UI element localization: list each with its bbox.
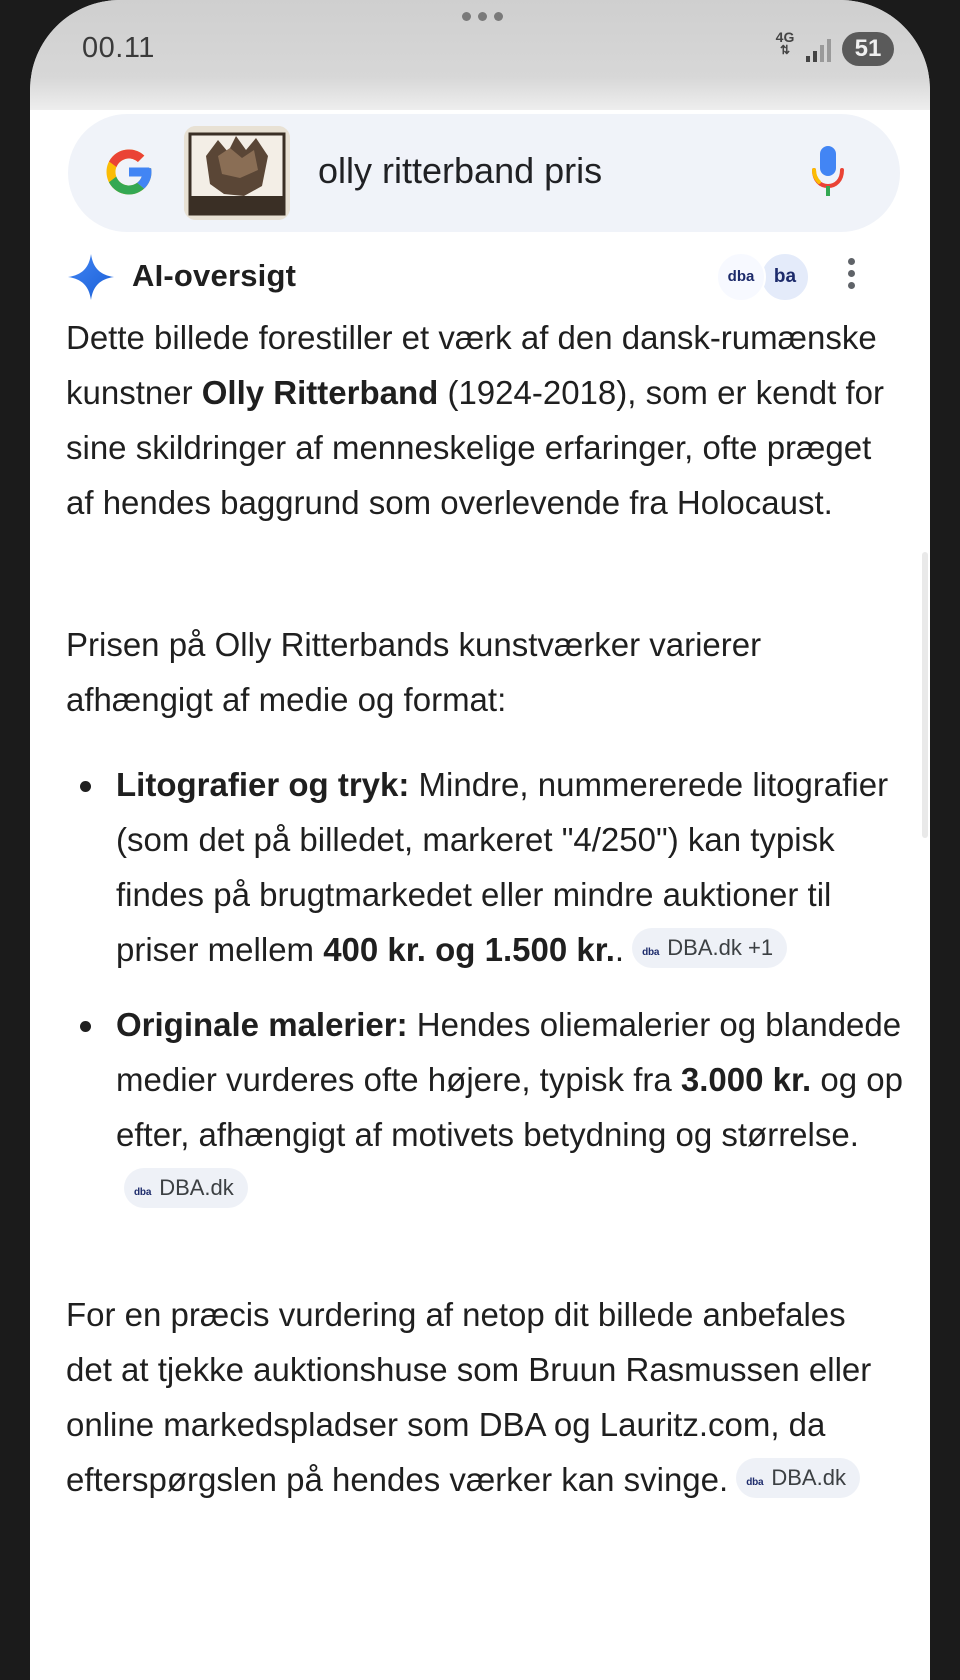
battery-indicator: 51 bbox=[842, 32, 894, 66]
intro-text: Dette billede forestiller et værk af den dansk-rumænske kunstner bbox=[66, 319, 877, 411]
dba-icon: dba bbox=[642, 947, 660, 959]
source-chip[interactable] bbox=[736, 1458, 860, 1498]
ai-overview-header bbox=[66, 252, 906, 312]
network-type: 4G bbox=[775, 29, 795, 45]
google-logo-icon[interactable] bbox=[102, 144, 156, 200]
price-intro-paragraph: Prisen på Olly Ritterbands kunstværker varierer afhængigt af medie og format: bbox=[66, 626, 762, 718]
more-vert-icon[interactable] bbox=[846, 258, 858, 298]
bullet-text: Mindre, nummererede litografier (som det på billedet, markeret "4/250") kan typisk findes på brugtmarkedet eller mindre auktioner til priser mellem bbox=[116, 766, 889, 968]
search-query[interactable]: olly ritterband pris bbox=[318, 150, 603, 191]
source-chip[interactable] bbox=[632, 928, 787, 968]
microphone-icon[interactable] bbox=[808, 142, 848, 202]
multi-window-handle[interactable] bbox=[462, 12, 508, 24]
intro-text-end: (1924-2018), som er kendt for sine skildringer af menneskelige erfaringer, ofte præget af hendes baggrund som overlevende fra Holocaust. bbox=[66, 374, 885, 521]
source-favicon-ba[interactable]: ba bbox=[760, 252, 810, 302]
bullet-label: Litografier og tryk: bbox=[116, 766, 410, 803]
ai-overview-title: AI-oversigt bbox=[132, 258, 297, 293]
search-bar[interactable] bbox=[68, 114, 900, 232]
intro-paragraph bbox=[66, 310, 886, 530]
dba-icon: dba bbox=[746, 1477, 764, 1489]
network-indicator-icon: 4G ⇅ bbox=[768, 30, 802, 66]
dba-icon: dba bbox=[134, 1187, 152, 1199]
recommendation-text: For en præcis vurdering af netop dit billede anbefales det at tjekke auktionshuse som Bruun Rasmussen eller online markedspladser som DBA og Lauritz.com, da efterspørgslen på hendes værker kan svinge. bbox=[66, 1296, 872, 1498]
source-favicon-dba[interactable]: dba bbox=[716, 252, 766, 302]
status-time: 00.11 bbox=[82, 32, 155, 64]
bullet-text-end: . bbox=[614, 931, 625, 968]
status-bar bbox=[30, 0, 930, 110]
source-favicons[interactable] bbox=[716, 252, 826, 300]
source-chip-label: DBA.dk +1 bbox=[667, 935, 774, 961]
bullet-dot bbox=[80, 1021, 91, 1032]
sparkle-icon bbox=[66, 252, 116, 302]
scrollbar[interactable] bbox=[922, 552, 928, 838]
bullet-text-end: og op efter, afhængigt af motivets betydning og størrelse. bbox=[116, 1061, 903, 1153]
phone-screen bbox=[30, 0, 930, 1680]
source-chip-label: DBA.dk bbox=[771, 1465, 846, 1491]
image-thumbnail[interactable] bbox=[184, 126, 290, 220]
bullet-dot bbox=[80, 781, 91, 792]
list-item bbox=[66, 757, 916, 977]
artist-name: Olly Ritterband bbox=[201, 374, 439, 411]
price-from: 3.000 kr. bbox=[680, 1061, 812, 1098]
bullet-label: Originale malerier: bbox=[116, 1006, 408, 1043]
source-chip[interactable] bbox=[124, 1168, 248, 1208]
list-item bbox=[66, 997, 916, 1217]
signal-icon bbox=[802, 34, 838, 64]
bullet-text: Hendes oliemalerier og blandede medier vurderes ofte højere, typisk fra bbox=[116, 1006, 902, 1098]
price-list bbox=[66, 757, 916, 1217]
source-chip-label: DBA.dk bbox=[159, 1175, 234, 1201]
recommendation-paragraph bbox=[66, 1287, 886, 1507]
price-range: 400 kr. og 1.500 kr. bbox=[323, 931, 615, 968]
